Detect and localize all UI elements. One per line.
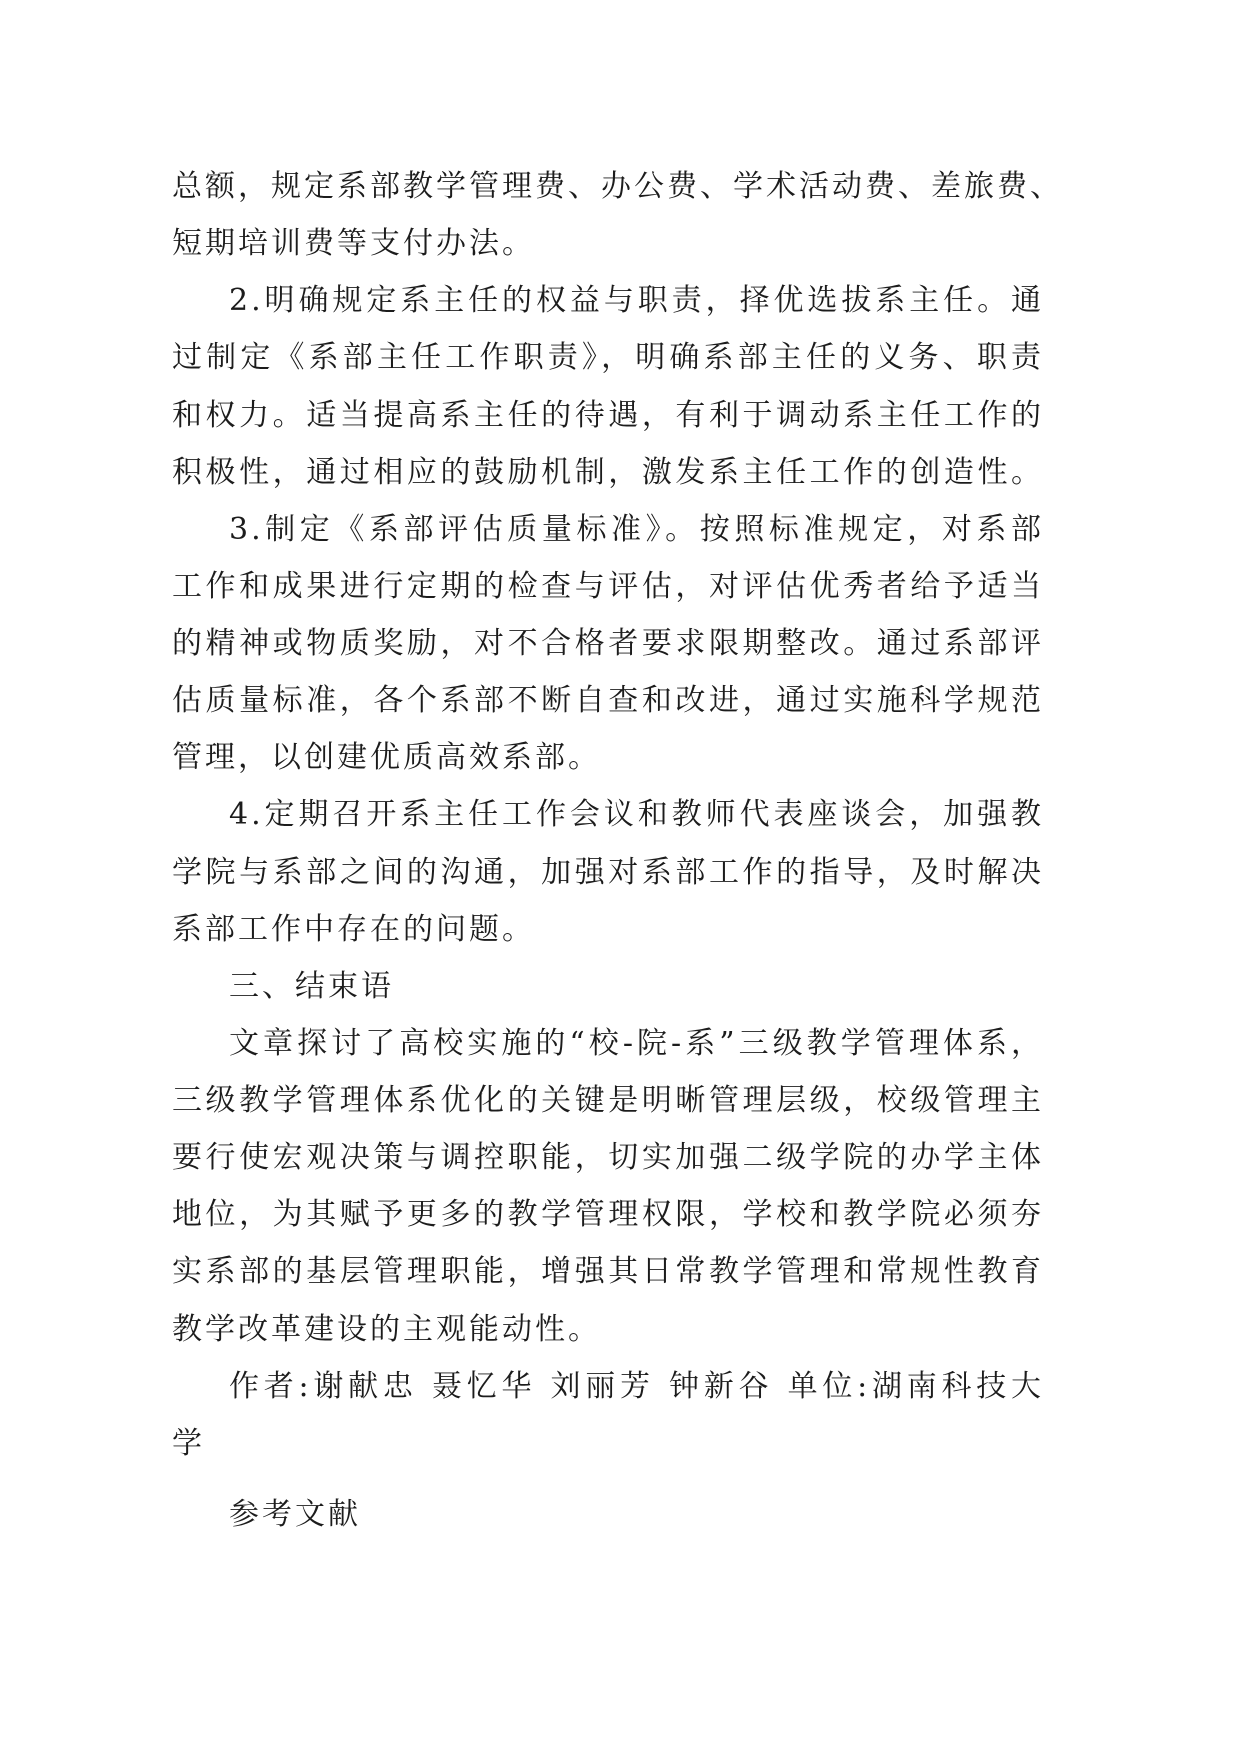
text-line: 3.制定《系部评估质量标准》。按照标准规定，对系部 — [229, 511, 1044, 547]
paragraph-item-3 — [172, 501, 1044, 787]
author-paragraph — [172, 1358, 1044, 1472]
text-line: 教学改革建设的主观能动性。 — [172, 1311, 601, 1347]
paragraph-conclusion — [172, 1015, 1044, 1358]
paragraph-item-4 — [172, 786, 1044, 957]
paragraph-item-2 — [172, 272, 1044, 501]
text-line: 积极性，通过相应的鼓励机制，激发系主任工作的创造性。 — [172, 454, 1044, 490]
text-line: 总额，规定系部教学管理费、办公费、学术活动费、差旅费、 — [172, 169, 1063, 204]
section-heading-conclusion — [172, 958, 1044, 1015]
paragraph-budget-continuation — [172, 158, 1063, 272]
text-line: 三级教学管理体系优化的关键是明晰管理层级，校级管理主 — [172, 1083, 1044, 1118]
text-line: 工作和成果进行定期的检查与评估，对评估优秀者给予适当 — [172, 568, 1044, 604]
section-heading: 三、结束语 — [229, 968, 394, 1004]
text-line: 2.明确规定系主任的权益与职责，择优选拔系主任。通 — [229, 283, 1044, 319]
author-line: 作者:谢献忠 聂忆华 刘丽芳 钟新谷 单位:湖南科技大 — [229, 1368, 1044, 1404]
text-line: 的精神或物质奖励，对不合格者要求限期整改。通过系部评 — [172, 626, 1044, 661]
text-line: 管理，以创建优质高效系部。 — [172, 740, 601, 776]
author-line: 学 — [172, 1425, 205, 1461]
document-body — [172, 158, 1063, 1543]
text-line: 要行使宏观决策与调控职能，切实加强二级学院的办学主体 — [172, 1140, 1044, 1176]
text-line: 估质量标准，各个系部不断自查和改进，通过实施科学规范 — [172, 683, 1044, 719]
text-line: 地位，为其赋予更多的教学管理权限，学校和教学院必须夯 — [172, 1197, 1044, 1233]
references-section — [172, 1486, 1044, 1543]
text-line: 短期培训费等支付办法。 — [172, 226, 535, 262]
text-line: 过制定《系部主任工作职责》，明确系部主任的义务、职责 — [172, 340, 1044, 376]
text-line: 学院与系部之间的沟通，加强对系部工作的指导，及时解决 — [172, 854, 1044, 890]
references-heading: 参考文献 — [229, 1496, 361, 1532]
text-line: 实系部的基层管理职能，增强其日常教学管理和常规性教育 — [172, 1254, 1044, 1290]
text-line: 4.定期召开系主任工作会议和教师代表座谈会，加强教 — [229, 797, 1044, 833]
text-line: 文章探讨了高校实施的“校-院-系”三级教学管理体系， — [229, 1025, 1044, 1061]
text-line: 系部工作中存在的问题。 — [172, 911, 535, 947]
text-line: 和权力。适当提高系主任的待遇，有利于调动系主任工作的 — [172, 397, 1044, 433]
